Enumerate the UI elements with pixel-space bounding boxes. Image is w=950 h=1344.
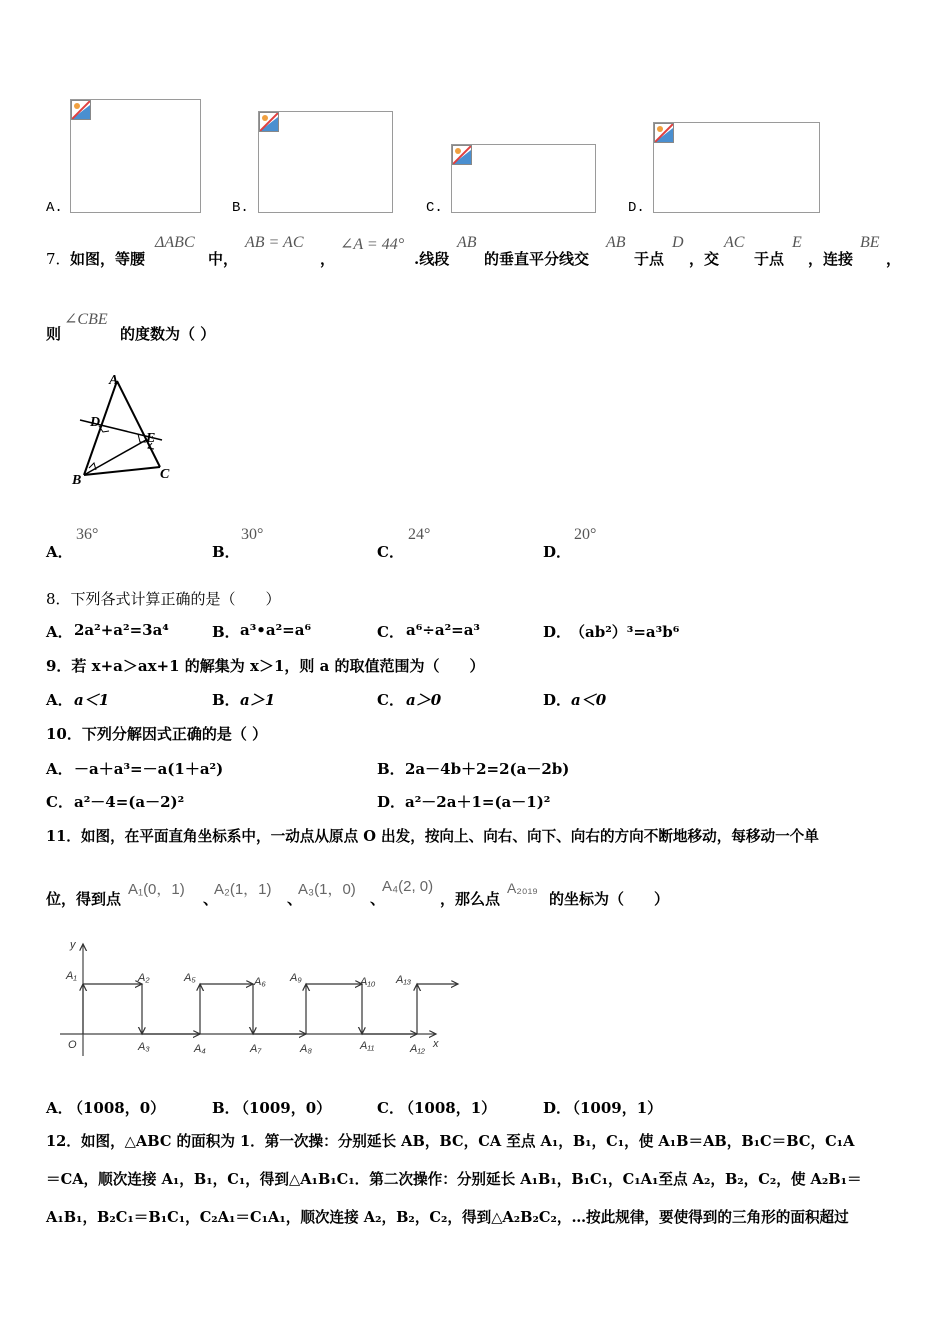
- q11-option-a-label: A．: [46, 1099, 73, 1117]
- q11-fig-top-label: A₉: [290, 972, 302, 984]
- q9-option-a-text: a＜1: [74, 691, 110, 709]
- q11-fig-top-label: A₆: [254, 976, 266, 988]
- q11-fig-bottom-label: A₇: [250, 1043, 262, 1055]
- q11-fig-bottom-label: A₁₁: [360, 1040, 375, 1052]
- q7-option-a-value: 36°: [76, 526, 99, 543]
- q10-option-a-label: A．: [46, 760, 73, 778]
- q7-option-d-label: D．: [543, 543, 572, 561]
- q7-e-symbol: E: [792, 234, 802, 251]
- q7-text-2: 中，: [208, 250, 239, 268]
- q9-option-b-label: B．: [212, 691, 240, 709]
- q7-ac-symbol: AC: [724, 234, 745, 251]
- q7-fig-label-d: D: [90, 415, 101, 430]
- broken-image-icon: [654, 123, 674, 143]
- q8-stem: 8．下列各式计算正确的是（ ）: [46, 590, 281, 608]
- q9-option-d-label: D．: [543, 691, 572, 709]
- q10-stem: 10．下列分解因式正确的是（ ）: [46, 725, 268, 743]
- q7-angle-symbol: ∠A = 44°: [340, 236, 405, 253]
- q11-option-a-text: （1008，0）: [68, 1099, 166, 1117]
- q11-point-a4: A₄(2, 0): [382, 878, 434, 895]
- q6-option-c-image: [451, 144, 596, 213]
- q7-option-a-label: A．: [46, 543, 73, 561]
- q7-text-9: ，连接: [808, 250, 854, 268]
- q11-fig-bottom-label: A₃: [138, 1041, 150, 1053]
- q7-ab2-symbol: AB: [606, 234, 626, 251]
- q11-fig-y-label: y: [70, 939, 76, 951]
- q11-fig-bottom-label: A₁₂: [410, 1043, 426, 1055]
- q6-option-b-image: [258, 111, 393, 213]
- q11-sep-3: 、: [370, 890, 386, 908]
- q11-point-a3: A₃(1，0): [298, 881, 356, 898]
- q11-fig-top-label: A₅: [184, 972, 196, 984]
- q7-number: 7．: [46, 250, 71, 268]
- broken-image-icon: [259, 112, 279, 132]
- q8-option-b-text: a³•a²=a⁶: [240, 621, 312, 639]
- q8-option-a-text: 2a²+a²=3a⁴: [74, 621, 169, 639]
- q11-option-d-label: D．: [543, 1099, 572, 1117]
- q7-be-symbol: BE: [860, 234, 880, 251]
- q6-option-d-image: [653, 122, 820, 213]
- q12-line-1: 12．如图，△ABC 的面积为 1．第一次操：分别延长 AB，BC，CA 至点 A₁，B₁，C₁，使 A₁B＝AB，B₁C＝BC，C₁A: [46, 1133, 855, 1150]
- q9-option-b-text: a＞1: [240, 691, 276, 709]
- q11-fig-origin-label: O: [68, 1039, 77, 1051]
- q12-line-3: A₁B₁，B₂C₁＝B₁C₁，C₂A₁＝C₁A₁，顺次连接 A₂，B₂，C₂，得到△A₂B₂C₂，…按此规律，要使得到的三角形的面积超过: [46, 1209, 849, 1226]
- q7-ab-ac-symbol: AB = AC: [245, 234, 304, 251]
- q7-option-b-value: 30°: [241, 526, 264, 543]
- q11-option-c-text: （1008，1）: [399, 1099, 497, 1117]
- q11-fig-top-label: A₁₀: [360, 976, 376, 988]
- q11-option-c-label: C．: [377, 1099, 404, 1117]
- q7-line2-text-2: 的度数为（ ）: [120, 325, 216, 343]
- q9-option-c-label: C．: [377, 691, 404, 709]
- q11-point-a1: A₁(0，1): [128, 881, 185, 898]
- q8-option-d-label: D．: [543, 623, 572, 641]
- q9-stem: 9．若 x+a＞ax+1 的解集为 x＞1，则 a 的取值范围为（ ）: [46, 657, 485, 675]
- q11-point-a2019: A₂₀₁₉: [507, 880, 538, 896]
- q7-d-symbol: D: [672, 234, 684, 251]
- q7-text-10: ，: [886, 250, 902, 268]
- q7-option-c-label: C．: [377, 543, 404, 561]
- q10-option-a-text: －a＋a³=－a(1＋a²): [74, 760, 224, 778]
- q11-option-b-text: （1009，0）: [234, 1099, 332, 1117]
- q8-option-c-label: C．: [377, 623, 404, 641]
- q11-fig-top-label: A₁₃: [396, 974, 412, 986]
- q11-line-1: 11．如图，在平面直角坐标系中，一动点从原点 O 出发，按向上、向右、向下、向右的方向不断地移动，每移动一个单: [46, 828, 819, 845]
- q7-fig-label-b: B: [72, 473, 82, 488]
- q6-option-d-label: D.: [628, 200, 645, 216]
- q11-fig-bottom-label: A₄: [194, 1043, 206, 1055]
- q7-text-1: 如图，等腰: [70, 250, 146, 268]
- q10-option-c-text: a²－4=(a－2)²: [74, 793, 185, 811]
- q6-option-a-label: A.: [46, 200, 63, 216]
- q8-option-d-text: （ab²）³=a³b⁶: [570, 623, 680, 641]
- q7-fig-label-a: A: [109, 373, 119, 388]
- q10-option-b-text: 2a－4b＋2=2(a－2b): [405, 760, 570, 778]
- q9-option-a-label: A．: [46, 691, 73, 709]
- broken-image-icon: [452, 145, 472, 165]
- q7-fig-label-c: C: [160, 467, 170, 482]
- q8-option-c-text: a⁶÷a²=a³: [406, 621, 481, 639]
- q7-ab-symbol: AB: [457, 234, 477, 251]
- q10-option-d-text: a²－2a＋1=(a－1)²: [405, 793, 551, 811]
- q11-sep-2: 、: [287, 890, 303, 908]
- q12-line-2: ＝CA，顺次连接 A₁，B₁，C₁，得到△A₁B₁C₁．第二次操作：分别延长 A₁B₁，B₁C₁，C₁A₁至点 A₂，B₂，C₂，使 A₂B₁＝: [46, 1171, 862, 1188]
- q7-cbe-symbol: ∠CBE: [64, 311, 108, 328]
- q7-option-c-value: 24°: [408, 526, 431, 543]
- q9-option-c-text: a＞0: [406, 691, 442, 709]
- q11-line2-text-1: 位，得到点: [46, 890, 122, 908]
- q10-option-b-label: B．: [377, 760, 405, 778]
- q11-fig-top-label: A₁: [66, 970, 77, 982]
- broken-image-icon: [71, 100, 91, 120]
- q11-fig-top-label: A₂: [138, 972, 150, 984]
- q11-option-d-text: （1009，1）: [565, 1099, 663, 1117]
- q7-text-4: .线段: [414, 250, 450, 268]
- q11-option-b-label: B．: [212, 1099, 240, 1117]
- q11-line2-text-3: 的坐标为（ ）: [549, 890, 670, 908]
- q7-option-d-value: 20°: [574, 526, 597, 543]
- q7-text-8: 于点: [754, 250, 785, 268]
- q11-coordinate-figure: [56, 936, 466, 1066]
- q9-option-d-text: a＜0: [571, 691, 607, 709]
- q7-text-5: 的垂直平分线交: [484, 250, 590, 268]
- q11-point-a2: A₂(1，1): [214, 881, 272, 898]
- q6-option-c-label: C.: [426, 200, 443, 216]
- q6-option-b-label: B.: [232, 200, 249, 216]
- q11-fig-x-label: x: [433, 1038, 439, 1050]
- q6-option-a-image: [70, 99, 201, 213]
- q8-option-b-label: B．: [212, 623, 240, 641]
- q11-line2-text-2: ，那么点: [440, 890, 501, 908]
- q10-option-d-label: D．: [377, 793, 406, 811]
- q7-text-7: ，交: [689, 250, 720, 268]
- q7-fig-label-e: E: [146, 431, 156, 446]
- q11-fig-bottom-label: A₈: [300, 1043, 312, 1055]
- q11-sep-1: 、: [203, 890, 219, 908]
- q7-triangle-symbol: ΔABC: [155, 234, 195, 251]
- q7-text-6: 于点: [634, 250, 665, 268]
- q8-option-a-label: A．: [46, 623, 73, 641]
- q7-text-3: ，: [320, 250, 336, 268]
- q10-option-c-label: C．: [46, 793, 73, 811]
- q7-triangle-figure: [66, 370, 196, 490]
- q7-line2-text-1: 则: [46, 325, 62, 343]
- q7-option-b-label: B．: [212, 543, 240, 561]
